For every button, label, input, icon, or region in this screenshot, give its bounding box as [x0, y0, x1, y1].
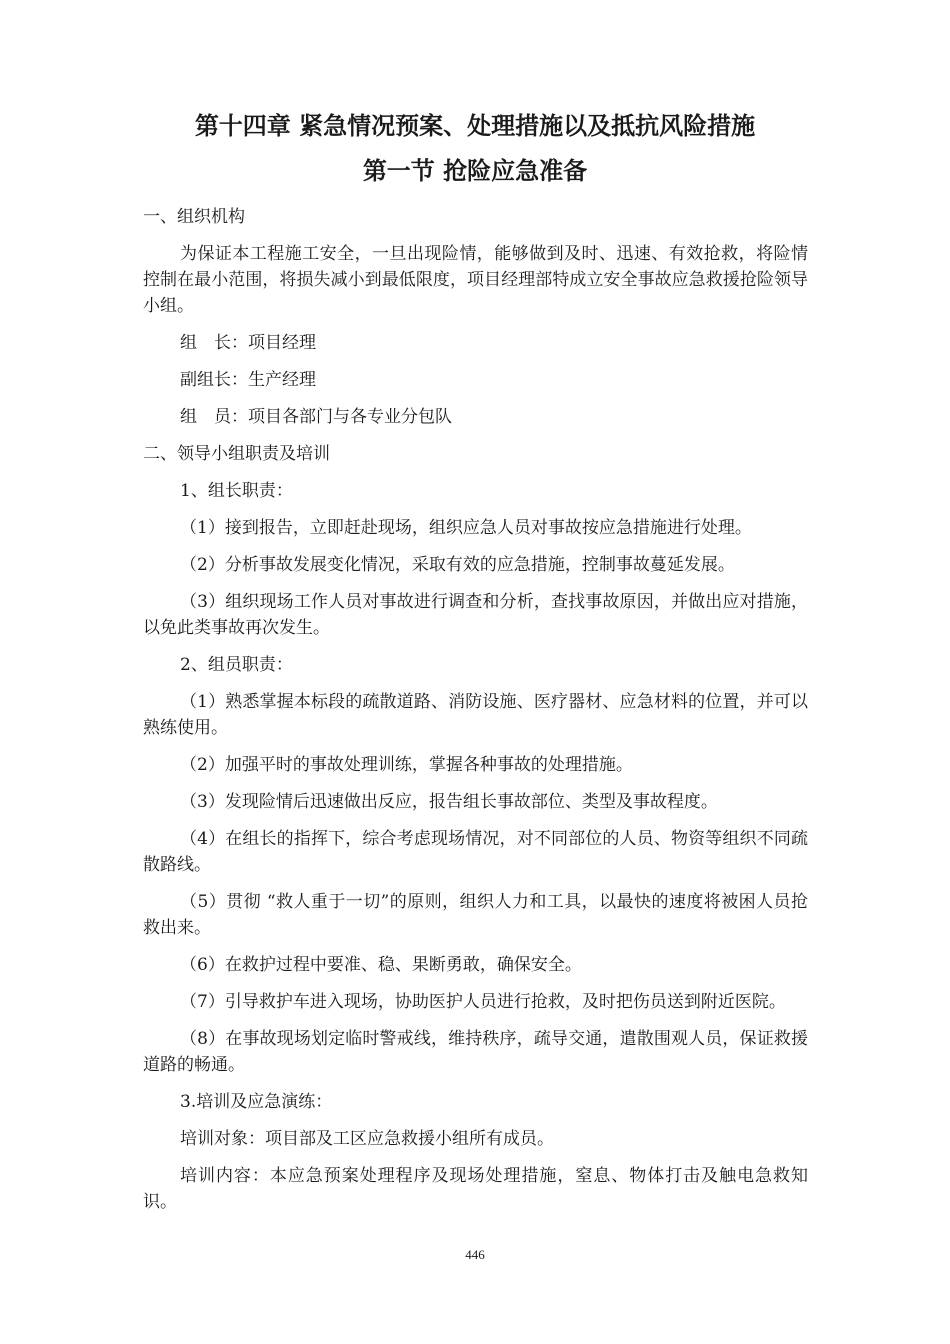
list-item: （1）接到报告，立即赶赴现场，组织应急人员对事故按应急措施进行处理。 [180, 518, 752, 538]
list-item: （3）发现险情后迅速做出反应，报告组长事故部位、类型及事故程度。 [180, 792, 718, 812]
list-item: （1）熟悉掌握本标段的疏散道路、消防设施、医疗器材、应急材料的位置，并可以熟练使用。 [143, 692, 808, 738]
list-item: （3）组织现场工作人员对事故进行调查和分析，查找事故原因，并做出应对措施，以免此类事故再次发生。 [143, 592, 808, 638]
training-content: 培训内容：本应急预案处理程序及现场处理措施，窒息、物体打击及触电急救知识。 [143, 1166, 808, 1212]
chapter-title: 第十四章 紧急情况预案、处理措施以及抵抗风险措施 [194, 112, 756, 140]
list-item: （8）在事故现场划定临时警戒线，维持秩序，疏导交通，遣散围观人员，保证救援道路的畅通。 [143, 1029, 808, 1075]
subheading-training-drills: 3.培训及应急演练： [180, 1092, 333, 1112]
subheading-leader-duties: 1、组长职责： [180, 481, 293, 501]
list-item: （6）在救护过程中要准、稳、果断勇敢，确保安全。 [180, 955, 582, 975]
list-item: （7）引导救护车进入现场，协助医护人员进行抢救，及时把伤员送到附近医院。 [180, 992, 786, 1012]
section-title: 第一节 抢险应急准备 [362, 157, 588, 185]
subheading-member-duties: 2、组员职责： [180, 655, 293, 675]
list-item: （4）在组长的指挥下，综合考虑现场情况，对不同部位的人员、物资等组织不同疏散路线。 [143, 829, 808, 875]
list-item: （5）贯彻 “救人重于一切”的原则，组织人力和工具，以最快的速度将被困人员抢救出来。 [143, 892, 808, 938]
document-body [143, 204, 808, 1226]
list-item: （2）分析事故发展变化情况，采取有效的应急措施，控制事故蔓延发展。 [180, 555, 735, 575]
members-line: 组 员：项目各部门与各专业分包队 [180, 407, 452, 427]
page-number: 446 [465, 1247, 485, 1262]
paragraph-intro: 为保证本工程施工安全，一旦出现险情，能够做到及时、迅速、有效抢救，将险情控制在最小范围，将损失减小到最低限度，项目经理部特成立安全事故应急救援抢险领导小组。 [143, 244, 808, 316]
training-target: 培训对象：项目部及工区应急救援小组所有成员。 [180, 1129, 554, 1149]
leader-line: 组 长：项目经理 [180, 333, 316, 353]
deputy-leader-line: 副组长：生产经理 [180, 370, 316, 390]
list-item: （2）加强平时的事故处理训练，掌握各种事故的处理措施。 [180, 755, 633, 775]
heading-organization: 一、组织机构 [143, 207, 245, 227]
heading-duties-training: 二、领导小组职责及培训 [143, 444, 330, 464]
